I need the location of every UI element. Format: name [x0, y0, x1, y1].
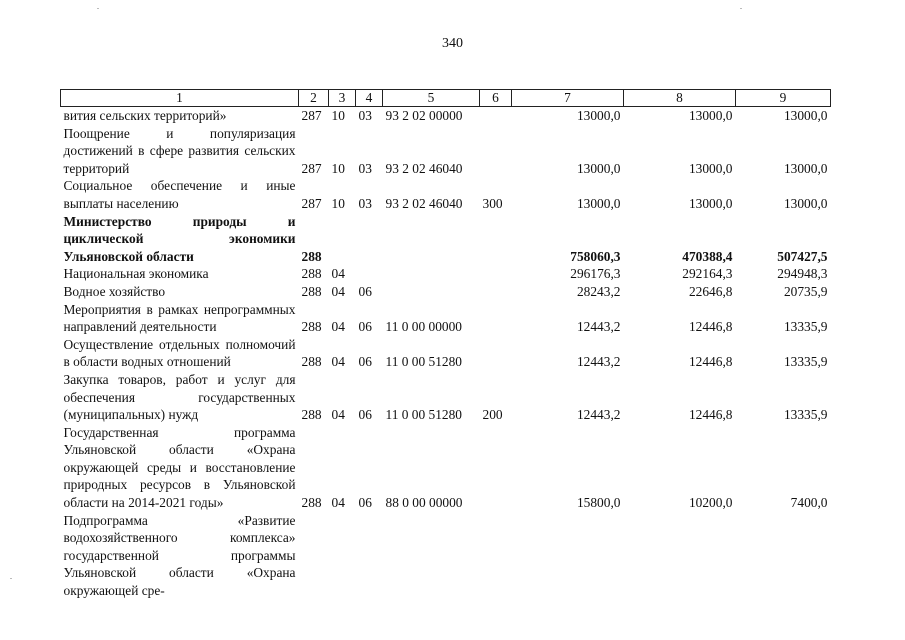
code-expense-type — [480, 125, 512, 178]
page-number: 340 — [442, 36, 463, 51]
row-name: вития сельских территорий» — [63, 108, 227, 123]
code-target-article — [383, 265, 480, 283]
amount-col7: 13000,0 — [576, 195, 621, 211]
amount-col7: 12443,2 — [576, 354, 621, 370]
amount-col7: 28243,2 — [576, 283, 621, 299]
code-expense-type — [480, 301, 512, 336]
code-section: 04 — [331, 354, 345, 370]
column-header: 1 — [61, 90, 299, 107]
table-row — [61, 265, 831, 283]
code-expense-type — [480, 424, 512, 512]
amount-col7: 296176,3 — [570, 266, 621, 282]
code-ministry: 288 — [301, 495, 322, 511]
code-section — [329, 512, 356, 600]
code-target-article — [383, 512, 480, 600]
row-name: Министерство природы и циклической экономики Ульяновской области — [63, 213, 296, 264]
row-name: Поощрение и популяризация достижений в сфере развития сельских территорий — [63, 125, 296, 176]
amount-col7: 13000,0 — [576, 160, 621, 176]
amount-col9: 13000,0 — [783, 108, 828, 123]
amount-col7 — [512, 512, 624, 600]
table-body — [61, 107, 831, 600]
code-section: 04 — [331, 283, 345, 299]
budget-table — [60, 89, 831, 600]
code-section: 04 — [331, 319, 345, 335]
code-ministry: 288 — [301, 283, 322, 299]
code-target-article: 11 0 00 51280 — [385, 407, 462, 423]
amount-col7: 12443,2 — [576, 319, 621, 335]
code-ministry: 287 — [301, 160, 322, 176]
code-target-article: 93 2 02 46040 — [385, 160, 463, 176]
code-expense-type — [480, 336, 512, 371]
code-subsection: 06 — [358, 495, 372, 511]
code-section: 10 — [331, 195, 345, 211]
code-ministry: 288 — [301, 248, 322, 264]
table-row — [61, 371, 831, 424]
code-subsection — [356, 265, 383, 283]
row-name: Социальное обеспечение и иные выплаты населению — [63, 178, 296, 211]
code-expense-type — [480, 512, 512, 600]
amount-col9: 13335,9 — [783, 354, 828, 370]
amount-col8: 22646,8 — [688, 283, 733, 299]
code-expense-type — [480, 213, 512, 266]
code-subsection — [356, 512, 383, 600]
table-row — [61, 177, 831, 212]
amount-col8: 12446,8 — [688, 407, 733, 423]
amount-col8: 12446,8 — [688, 354, 733, 370]
amount-col8: 13000,0 — [688, 160, 733, 176]
table-row — [61, 213, 831, 266]
amount-col7: 12443,2 — [576, 407, 621, 423]
row-name: Мероприятия в рамках непрограммных направлений деятельности — [63, 301, 296, 335]
amount-col9: 13335,9 — [783, 319, 828, 335]
code-section: 10 — [331, 160, 345, 176]
code-subsection: 06 — [358, 283, 372, 299]
code-expense-type: 200 — [482, 407, 503, 423]
column-header: 2 — [299, 90, 329, 107]
code-target-article — [383, 213, 480, 266]
code-section: 04 — [331, 266, 345, 282]
table-row — [61, 512, 831, 600]
amount-col8: 13000,0 — [688, 195, 733, 211]
table-row — [61, 424, 831, 512]
code-subsection: 03 — [358, 108, 372, 123]
code-ministry: 288 — [301, 266, 322, 282]
code-subsection: 06 — [358, 319, 372, 335]
table-row — [61, 301, 831, 336]
amount-col8: 10200,0 — [688, 495, 733, 511]
table-row — [61, 107, 831, 125]
code-expense-type — [480, 107, 512, 125]
amount-col7: 15800,0 — [576, 495, 621, 511]
code-ministry: 288 — [301, 354, 322, 370]
row-name: Подпрограмма «Развитие водохозяйственного комплекса» государственной программы Ульяновской области «Охрана окружающей сре- — [63, 512, 296, 599]
column-header: 3 — [329, 90, 356, 107]
column-header: 6 — [480, 90, 512, 107]
table-header-row — [61, 90, 831, 107]
amount-col8: 470388,4 — [682, 248, 733, 264]
code-target-article: 88 0 00 00000 — [385, 495, 463, 511]
code-target-article: 93 2 02 00000 — [385, 108, 463, 123]
amount-col8: 13000,0 — [688, 108, 733, 123]
amount-col9: 20735,9 — [783, 283, 828, 299]
code-ministry: 287 — [301, 108, 322, 123]
code-target-article: 11 0 00 00000 — [385, 319, 462, 335]
amount-col7: 13000,0 — [576, 108, 621, 123]
amount-col9: 13000,0 — [783, 160, 828, 176]
amount-col9: 507427,5 — [777, 248, 828, 264]
code-expense-type: 300 — [482, 195, 503, 211]
row-name: Осуществление отдельных полномочий в области водных отношений — [63, 336, 296, 370]
amount-col8 — [624, 512, 736, 600]
column-header: 9 — [736, 90, 831, 107]
amount-col9: 13000,0 — [783, 195, 828, 211]
column-header: 7 — [512, 90, 624, 107]
code-section: 04 — [331, 407, 345, 423]
row-name: Водное хозяйство — [63, 283, 166, 299]
code-subsection: 03 — [358, 160, 372, 176]
amount-col9: 7400,0 — [790, 495, 828, 511]
code-section — [329, 213, 356, 266]
code-section: 10 — [331, 108, 345, 123]
code-target-article: 11 0 00 51280 — [385, 354, 462, 370]
row-name: Государственная программа Ульяновской области «Охрана окружающей среды и восстановление природных ресурсов в Ульяновской области на 2014-2021 годы» — [63, 424, 296, 511]
code-target-article: 93 2 02 46040 — [385, 195, 463, 211]
amount-col9: 294948,3 — [777, 266, 828, 282]
table-row — [61, 336, 831, 371]
code-section: 04 — [331, 495, 345, 511]
amount-col8: 292164,3 — [682, 266, 733, 282]
code-subsection: 03 — [358, 195, 372, 211]
amount-col9: 13335,9 — [783, 407, 828, 423]
column-header: 4 — [356, 90, 383, 107]
row-name: Закупка товаров, работ и услуг для обеспечения государственных (муниципальных) нужд — [63, 371, 296, 423]
table-row — [61, 125, 831, 178]
amount-col9 — [736, 512, 831, 600]
code-ministry: 288 — [301, 407, 322, 423]
code-expense-type — [480, 265, 512, 283]
amount-col7: 758060,3 — [570, 248, 621, 264]
table-row — [61, 283, 831, 301]
code-target-article — [383, 283, 480, 301]
code-ministry: 287 — [301, 195, 322, 211]
code-subsection: 06 — [358, 407, 372, 423]
column-header: 5 — [383, 90, 480, 107]
code-subsection: 06 — [358, 354, 372, 370]
code-ministry — [299, 512, 329, 600]
code-ministry: 288 — [301, 319, 322, 335]
amount-col8: 12446,8 — [688, 319, 733, 335]
code-expense-type — [480, 283, 512, 301]
code-subsection — [356, 213, 383, 266]
row-name: Национальная экономика — [63, 266, 209, 282]
column-header: 8 — [624, 90, 736, 107]
